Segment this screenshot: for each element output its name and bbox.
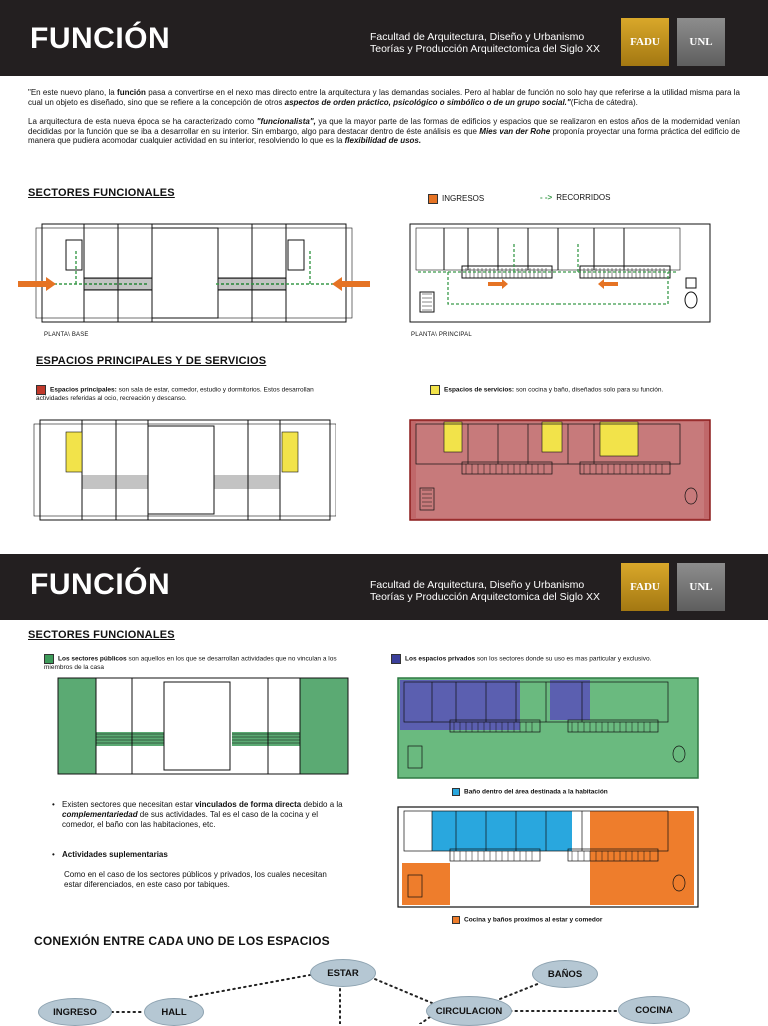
label-planta-principal: PLANTA\ PRINCIPAL [411, 332, 472, 338]
node-hall: HALL [144, 998, 204, 1026]
caption-cocina: Cocina y baños proximos al estar y comedor [452, 916, 602, 925]
servicio-swatch [430, 385, 440, 395]
bullet-suplementarias: • Actividades suplementarias [52, 850, 168, 859]
suplementarias-text: Como en el caso de los sectores públicos y privados, los cuales necesitan estar diferenciados, en este caso por tabiques. [64, 870, 327, 889]
node-cocina: COCINA [618, 996, 690, 1024]
section-title-sectores: SECTORES FUNCIONALES [28, 187, 175, 199]
legend-servicios: Espacios de servicios: son cocina y baño, diseñados solo para su función. [430, 385, 730, 395]
unl-logo-2: UNL [677, 563, 725, 611]
page-title: FUNCIÓN [30, 22, 171, 55]
legend-publicos: Los sectores públicos son aquellos en los que se desarrollan actividades que no vinculan a los miembros de la casa [44, 655, 337, 671]
section-title-espacios: ESPACIOS PRINCIPALES Y DE SERVICIOS [36, 355, 267, 367]
espacios-principal-plan [408, 418, 712, 522]
legend-ingresos: INGRESOS [428, 194, 484, 204]
privado-swatch [391, 654, 401, 664]
sectores-privados-plan [396, 676, 700, 780]
publico-swatch [44, 654, 54, 664]
label-planta-base: PLANTA\ BASE [44, 332, 89, 338]
unl-logo: UNL [677, 18, 725, 66]
bullet-vinculados: • Existen sectores que necesitan estar vinculados de forma directa debido a la complementariedad de sus actividades. Tal es el caso de la cocina y el comedor, el baño con las habitaciones, etc. [52, 800, 343, 829]
principal-swatch [36, 385, 46, 395]
espacios-base-plan [30, 418, 336, 522]
ingresos-swatch [428, 194, 438, 204]
planta-principal-plan [408, 222, 712, 324]
page-title-2: FUNCIÓN [30, 568, 171, 601]
planta-base-plan [18, 222, 370, 324]
node-estar: ESTAR [310, 959, 376, 987]
legend-privados: Los espacios privados son los sectores donde su uso es mas particular y exclusivo. [391, 654, 691, 664]
page-header-2 [0, 554, 768, 620]
fadu-logo: FADU [621, 18, 669, 66]
legend-principales: Espacios principales: son sala de estar, comedor, estudio y dormitorios. Estos desarrollan actividades referidas al ocio, recreación y descanso. [36, 386, 314, 402]
cocina-swatch [452, 916, 460, 924]
banos-cocina-plan [396, 805, 700, 909]
intro-paragraph-2: La arquitectura de esta nueva época se ha caracterizado como "funcionalista", ya que la mayor parte de las formas de edificios y espacios que se realizaron en estos años de la modernidad venían decididas por la función que se iba a desarrollar en su interior. Sin embargo, algo para destacar dentro de éste análisis es que Mies van der Rohe proponía proyectar una forma práctica del edificio de manera que pudiera acomodar cualquier actividad en su interior, resolviendo lo que es la flexibilidad de usos. [28, 117, 741, 145]
bano-swatch [452, 788, 460, 796]
course-name: Teorías y Producción Arquitectomica del Siglo XX [370, 43, 600, 55]
fadu-logo-2: FADU [621, 563, 669, 611]
page-header [0, 0, 768, 76]
section-title-conexion: CONEXIÓN ENTRE CADA UNO DE LOS ESPACIOS [34, 934, 330, 948]
legend-recorridos: - -> RECORRIDOS [540, 193, 611, 202]
node-banos: BAÑOS [532, 960, 598, 988]
sectores-publicos-plan [48, 676, 354, 776]
node-circulacion: CIRCULACION [426, 996, 512, 1026]
node-ingreso: INGRESO [38, 998, 112, 1026]
intro-paragraph-1: "En este nuevo plano, la función pasa a convertirse en el nexo mas directo entre la arquitectura y las demandas sociales. Pero al hablar de función no solo hay que referirse a la utilidad misma para la cual un objeto es diseñado, sino que se refiere a la concepción de otros aspectos de orden práctico, psicológico o simbólico o de un grupo social."(Ficha de cátedra). [28, 88, 740, 107]
section-title-sectores-2: SECTORES FUNCIONALES [28, 629, 175, 641]
course-name-2: Teorías y Producción Arquitectomica del Siglo XX [370, 591, 600, 603]
recorrido-arrow-icon: - -> [540, 193, 553, 202]
faculty-name-2: Facultad de Arquitectura, Diseño y Urbanismo [370, 579, 585, 591]
faculty-name: Facultad de Arquitectura, Diseño y Urbanismo [370, 31, 585, 43]
caption-bano: Baño dentro del área destinada a la habitación [452, 788, 608, 797]
